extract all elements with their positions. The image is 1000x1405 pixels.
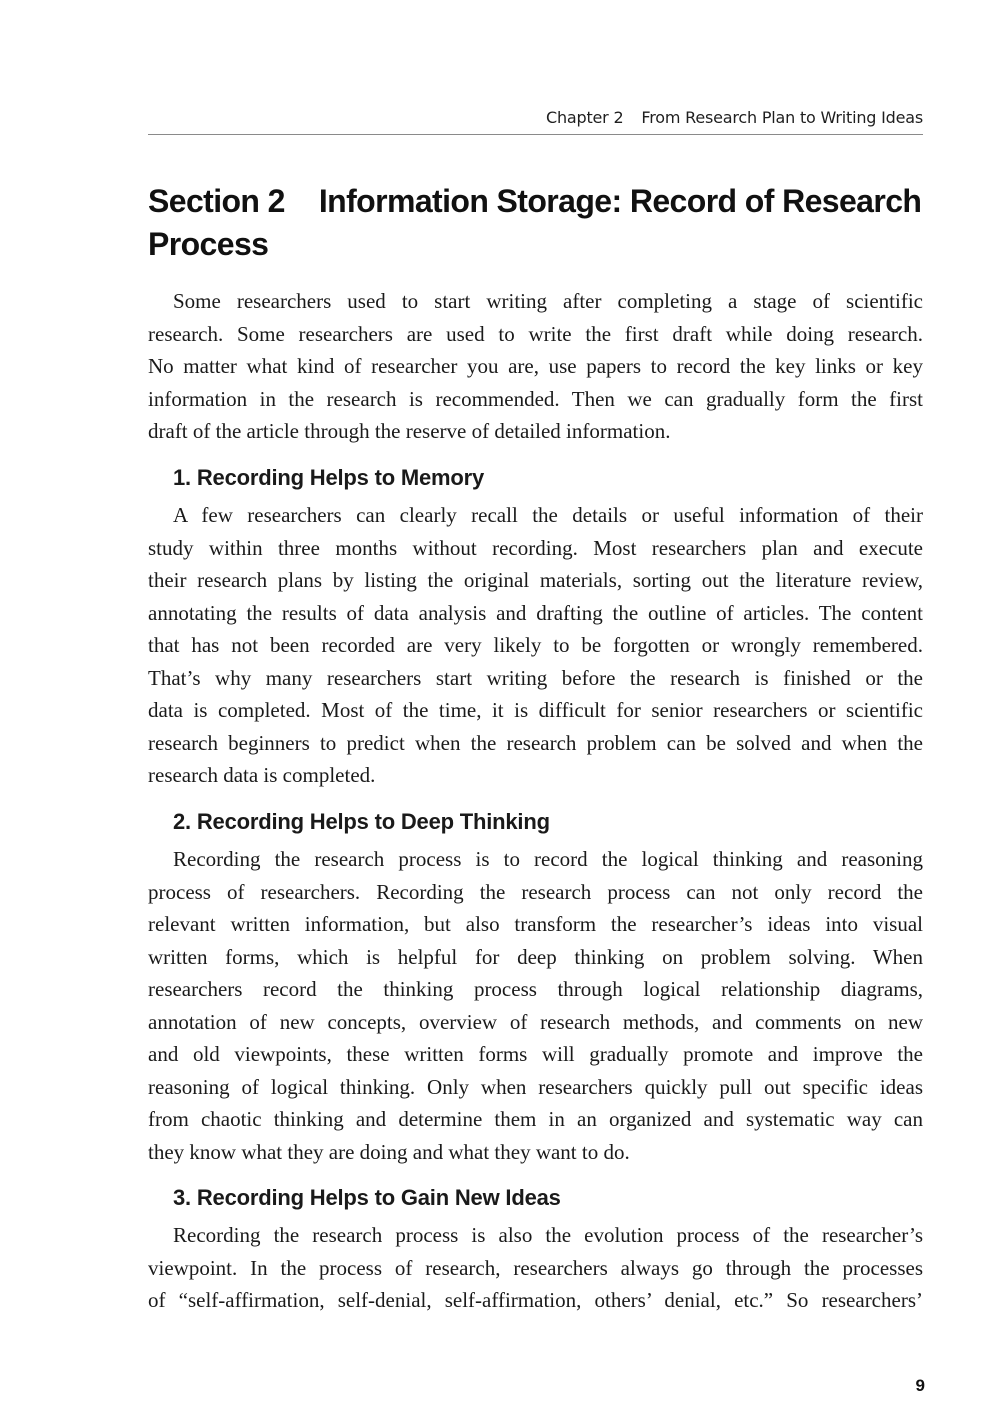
text-line: That’s why many researchers start writing before the research is finished or the [148, 665, 923, 690]
section-title-line-2: Process [148, 226, 269, 262]
text-line: that has not been recorded are very likely to be forgotten or wrongly remembered. [148, 633, 923, 657]
text-line: researchers record the thinking process through logical relationship diagrams, [148, 977, 923, 1001]
chapter-label: Chapter 2 [545, 108, 624, 127]
text-line: of “self-affirmation, self-denial, self-affirmation, others’ denial, etc.” So researchers’ [148, 1288, 923, 1312]
text-line: their research plans by listing the original materials, sorting out the literature review, [148, 568, 923, 592]
text-line: they know what they are doing and what they want to do. [148, 1139, 630, 1164]
subsection-3-paragraph [148, 1219, 923, 1317]
text-line: Recording the research process is to record the logical thinking and reasoning [173, 847, 923, 871]
text-line: draft of the article through the reserve of detailed information. [148, 419, 671, 443]
subsection-heading-2: 2. Recording Helps to Deep Thinking [173, 809, 550, 834]
text-line: research beginners to predict when the research problem can be solved and when the [148, 730, 923, 755]
text-line: annotation of new concepts, overview of research methods, and comments on new [148, 1009, 923, 1034]
section-title-line-1: Information Storage: Record of Research [318, 183, 922, 219]
text-line: data is completed. Most of the time, it is difficult for senior researchers or scientific [148, 698, 923, 722]
subsection-heading-3: 3. Recording Helps to Gain New Ideas [173, 1185, 561, 1210]
text-line: Recording the research process is also the evolution process of the researcher’s [173, 1223, 923, 1247]
text-line: A few researchers can clearly recall the details or useful information of their [173, 503, 923, 527]
text-line: information in the research is recommended. Then we can gradually form the first [148, 386, 923, 411]
text-line: process of researchers. Recording the research process can not only record the [148, 879, 923, 904]
text-line: and old viewpoints, these written forms will gradually promote and improve the [148, 1042, 923, 1066]
text-line: study within three months without recording. Most researchers plan and execute [148, 535, 923, 560]
text-line: written forms, which is helpful for deep thinking on problem solving. When [148, 944, 923, 969]
text-line: from chaotic thinking and determine them in an organized and systematic way can [148, 1107, 923, 1131]
text-line: relevant written information, but also transform the researcher’s ideas into visual [148, 912, 923, 936]
page-number: 9 [915, 1376, 925, 1395]
text-line: No matter what kind of researcher you are, use papers to record the key links or key [148, 354, 923, 378]
text-line: reasoning of logical thinking. Only when researchers quickly pull out specific ideas [148, 1074, 923, 1099]
subsection-heading-1: 1. Recording Helps to Memory [173, 465, 485, 490]
intro-paragraph [148, 285, 923, 448]
section-title [148, 180, 928, 266]
text-line: viewpoint. In the process of research, researchers always go through the processes [148, 1255, 923, 1280]
subsection-1-paragraph [148, 499, 923, 792]
subsection-2-paragraph [148, 843, 923, 1168]
chapter-title: From Research Plan to Writing Ideas [641, 108, 923, 127]
text-line: research. Some researchers are used to write the first draft while doing research. [148, 321, 923, 346]
section-number: Section 2 [148, 183, 285, 219]
text-line: annotating the results of data analysis and drafting the outline of articles. The content [148, 600, 923, 625]
text-line: Some researchers used to start writing after completing a stage of scientific [173, 289, 923, 313]
text-line: research data is completed. [148, 763, 376, 787]
running-header [148, 108, 923, 135]
